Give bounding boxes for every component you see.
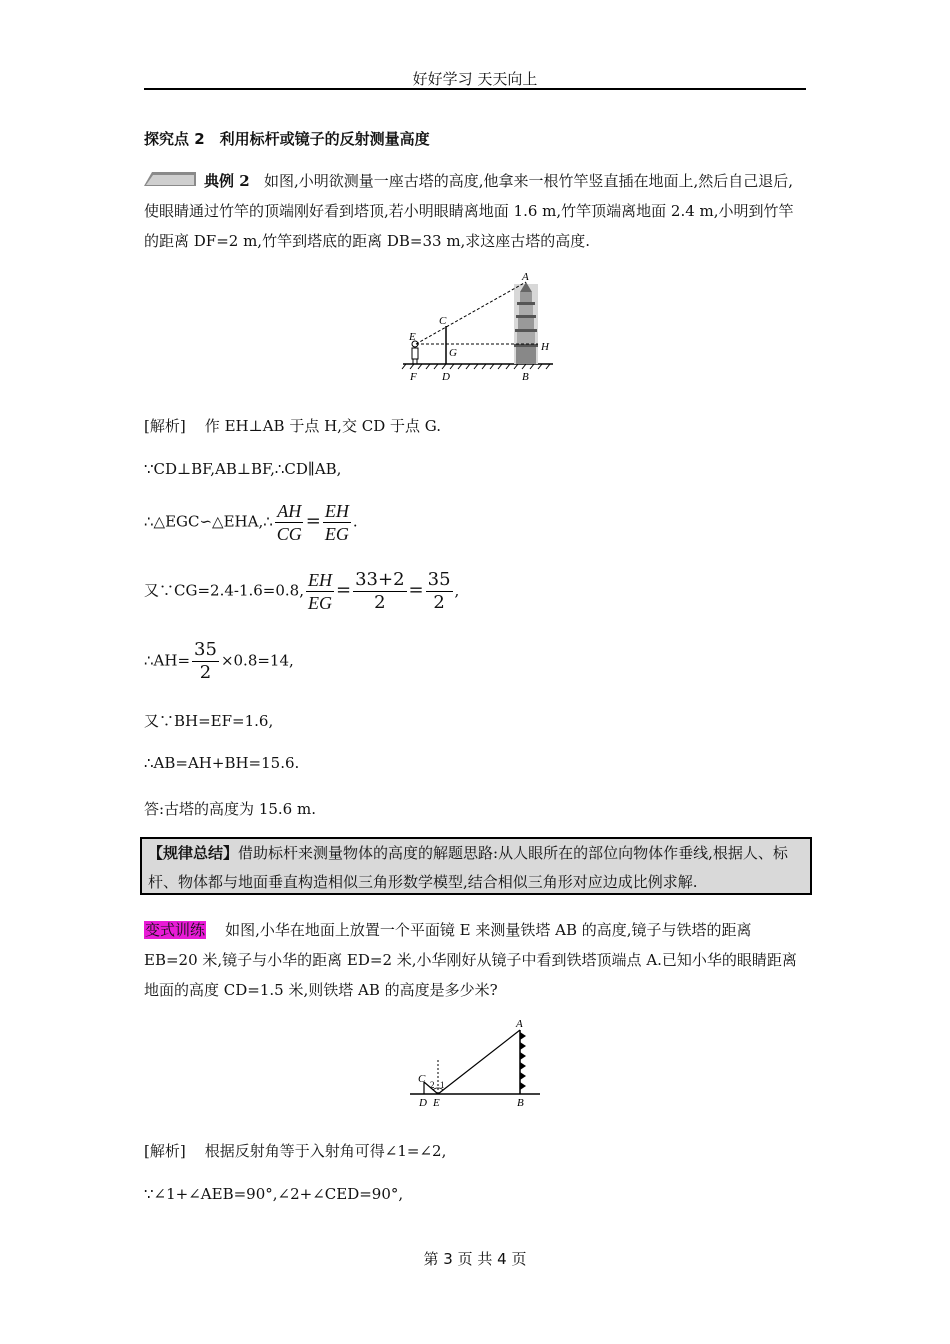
label-H: H <box>541 341 549 353</box>
summary-text: 借助标杆来测量物体的高度的解题思路:从人眼所在的部位向物体作垂线,根据人、标杆、物体都与地面垂直构造相似三角形数学模型,结合相似三角形对应边成比例求解. <box>148 844 788 891</box>
fraction-eh-eg-2: $\frac{EH}{EG}$ <box>308 570 332 613</box>
summary-tag: 【规律总结】 <box>148 844 239 862</box>
solution1-line2: ∵CD⊥BF,AB⊥BF,∴CD∥AB, <box>144 460 342 478</box>
example-paragraph <box>144 166 806 256</box>
page-header: 好好学习 天天向上 <box>412 70 538 88</box>
example-badge-icon <box>144 168 198 188</box>
exercise-tag: 变式训练 <box>145 921 206 939</box>
label-B: B <box>522 371 529 383</box>
label2-E: E <box>433 1097 440 1109</box>
pagoda-image <box>514 282 538 364</box>
label-E: E <box>409 331 416 343</box>
solution1-line4: 又∵CG=2.4-1.6=0.8, $\frac{EH}{EG}$ = $\frac{33+2}{2}$ = $\frac{35}{2}$ , <box>144 569 460 613</box>
solution1-line5: ∴AH= $\frac{35}{2}$ ×0.8=14, <box>144 639 294 683</box>
solution2-tag: [解析] <box>144 1142 186 1160</box>
example-text: 如图,小明欲测量一座古塔的高度,他拿来一根竹竿竖直插在地面上,然后自己退后,使眼睛通过竹竿的顶端刚好看到塔顶,若小明眼睛离地面 1.6 m,竹竿顶端离地面 2.4 m,小明到竹竿的距离 DF=2 m,竹竿到塔底的距离 DB=33 m,求这座古塔的高度. <box>144 172 794 250</box>
label2-angle2: 2 <box>430 1080 435 1090</box>
fraction-ah-cg: $\frac{AH}{CG}$ <box>276 501 302 544</box>
label-A: A <box>522 271 529 283</box>
pagoda-figure <box>398 268 558 386</box>
rule-summary-box <box>140 837 812 895</box>
sight-line <box>416 282 526 344</box>
fraction-35-2-c: $\frac{35}{2}$ <box>194 639 217 683</box>
solution1-line1 <box>144 415 441 436</box>
solution2-line1 <box>144 1140 446 1161</box>
solution1-text1: 作 EH⊥AB 于点 H,交 CD 于点 G. <box>204 417 441 435</box>
solution-tag: [解析] <box>144 417 186 435</box>
exercise-text: 如图,小华在地面上放置一个平面镜 E 来测量铁塔 AB 的高度,镜子与铁塔的距离 EB=20 米,镜子与小华的距离 ED=2 米,小华刚好从镜子中看到铁塔顶端点 A.已知小华的眼睛距离地面的高度 CD=1.5 米,则铁塔 AB 的高度是多少米? <box>144 921 797 999</box>
header-rule <box>144 88 806 90</box>
label-C: C <box>439 315 447 327</box>
section-title: 探究点 2 利用标杆或镜子的反射测量高度 <box>144 130 430 148</box>
fraction-eh-eg: $\frac{EH}{EG}$ <box>324 501 349 544</box>
solution1-line7: ∴AB=AH+BH=15.6. <box>144 754 300 772</box>
solution2-text1: 根据反射角等于入射角可得∠1=∠2, <box>204 1142 447 1160</box>
label2-A: A <box>516 1018 523 1030</box>
tower-hatch <box>520 1032 526 1090</box>
fraction-35-2-b: $\frac{35}{2}$ <box>427 569 451 613</box>
label2-B: B <box>517 1097 524 1109</box>
mirror-figure <box>406 1016 546 1110</box>
page-footer: 第 3 页 共 4 页 <box>423 1250 527 1268</box>
solution1-line6: 又∵BH=EF=1.6, <box>144 712 274 730</box>
label2-C: C <box>418 1073 426 1085</box>
label-G: G <box>449 347 457 359</box>
solution1-line3: ∴△EGC∽△EHA,∴ $\frac{AH}{CG}$ = $\frac{EH}{EG}$ . <box>144 501 358 544</box>
example-label: 典例 2 <box>204 172 250 190</box>
label2-D: D <box>419 1097 427 1109</box>
fraction-35-2-a: $\frac{33+2}{2}$ <box>355 569 405 613</box>
ray-ea <box>438 1030 520 1094</box>
label-F: F <box>410 371 417 383</box>
label2-angle1: 1 <box>440 1080 445 1090</box>
solution1-answer: 答:古塔的高度为 15.6 m. <box>144 800 316 818</box>
exercise-paragraph <box>144 915 806 1005</box>
label-D: D <box>442 371 450 383</box>
solution2-line2: ∵∠1+∠AEB=90°,∠2+∠CED=90°, <box>144 1185 404 1203</box>
